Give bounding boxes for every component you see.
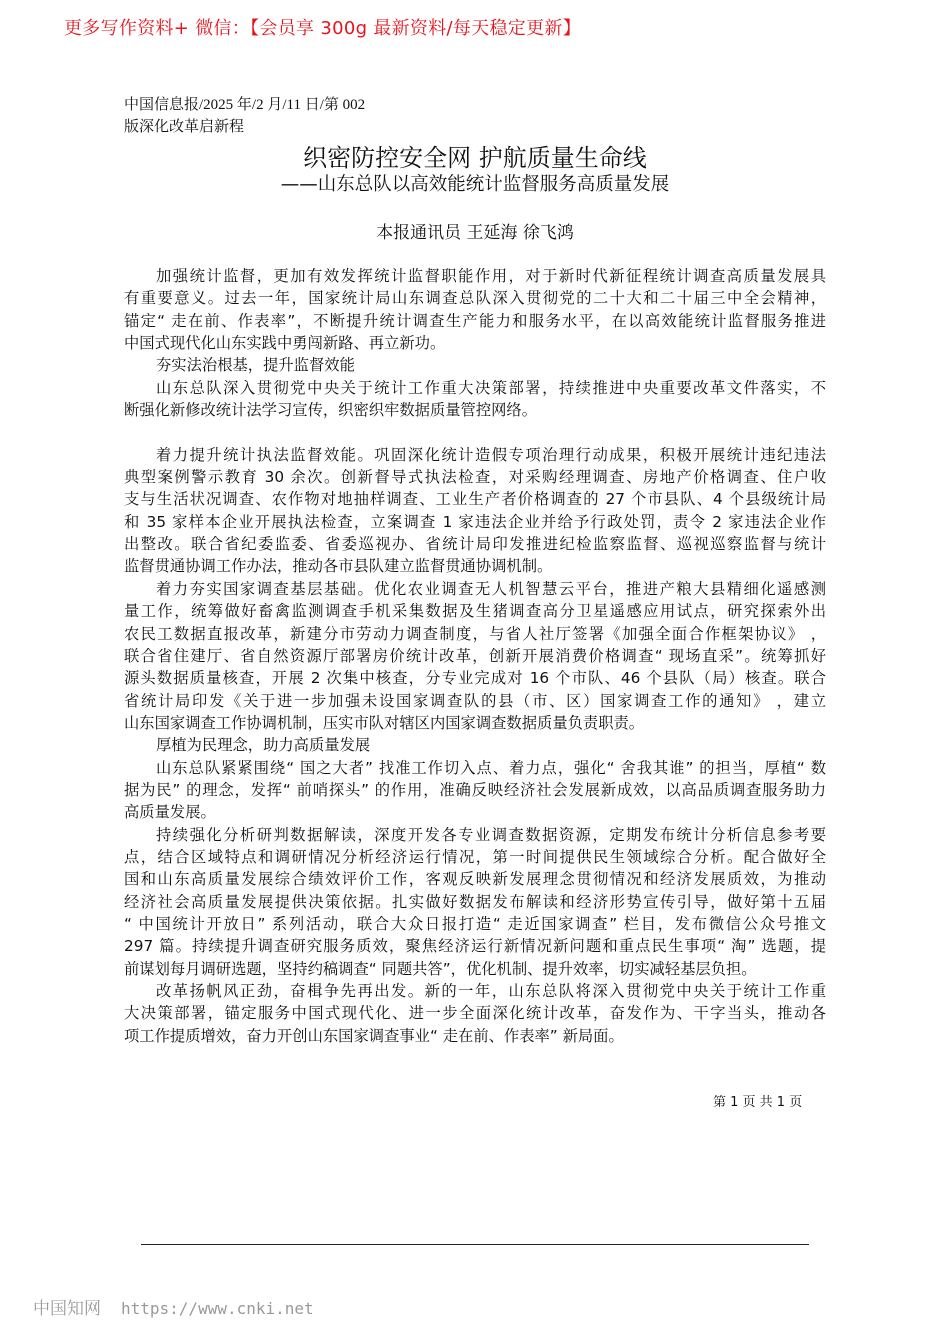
paragraph-line: 国和山东高质量发展综合绩效评价工作，客观反映新发展理念贯彻情况和经济发展质效，为推动 bbox=[124, 870, 826, 889]
paragraph bbox=[124, 734, 826, 756]
source-line: 版深化改革启新程 bbox=[124, 119, 245, 135]
paragraph-line: “ 中国统计开放日” 系列活动，联合大众日报打造“ 走近国家调查” 栏目，发布微信公众号推文 bbox=[124, 914, 826, 933]
article-authors: 本报通讯员 王延海 徐飞鸿 bbox=[376, 223, 574, 243]
paragraph-line: 山东总队深入贯彻党中央关于统计工作重大决策部署，持续推进中央重要改革文件落实，不 bbox=[156, 378, 826, 397]
paragraph-line: 省统计局印发《关于进一步加强未设国家调查队的县（市、区）国家调查工作的通知》 ，建立 bbox=[124, 691, 826, 710]
paragraph-line: 山东国家调查工作协调机制，压实市队对辖区内国家调查数据质量负责职责。 bbox=[124, 713, 645, 732]
paragraph-line: 监督贯通协调工作办法，推动各市县队建立监督贯通协调机制。 bbox=[124, 557, 553, 576]
paragraph-line: 改革扬帆风正劲，奋楫争先再出发。新的一年，山东总队将深入贯彻党中央关于统计工作重 bbox=[156, 982, 826, 1000]
paragraph bbox=[124, 757, 826, 824]
paragraph-line: 支与生活状况调查、农作物对地抽样调查、工业生产者价格调查的 27 个市县队、4 个县级统计局 bbox=[124, 490, 826, 509]
source-line: 中国信息报/2025 年/2 月/11 日/第 002 bbox=[124, 97, 366, 113]
paragraph-line: 断强化新修改统计法学习宣传，织密织牢数据质量管控网络。 bbox=[124, 401, 538, 420]
paragraph-line: 项工作提质增效，奋力开创山东国家调查事业“ 走在前、作表率” 新局面。 bbox=[124, 1026, 624, 1045]
paragraph-line: 夯实法治根基，提升监督效能 bbox=[156, 356, 355, 375]
paragraph-line: 高质量发展。 bbox=[124, 803, 216, 822]
paragraph-line: 加强统计监督，更加有效发挥统计监督职能作用，对于新时代新征程统计调查高质量发展具 bbox=[156, 267, 826, 285]
paragraph-line: 前谋划每月调研选题，坚持约稿调查“ 同题共答”，优化机制、提升效率，切实减轻基层负担。 bbox=[124, 959, 757, 978]
paragraph bbox=[124, 824, 826, 980]
paragraph bbox=[124, 980, 826, 1047]
paragraph-line: 量工作，统筹做好畜禽监测调查手机采集数据及生猪调查高分卫星遥感应用试点，研究探索外出 bbox=[124, 602, 826, 621]
paragraph bbox=[124, 265, 826, 354]
paragraph-line: 着力提升统计执法监督效能。巩固深化统计造假专项治理行动成果，积极开展统计违纪违法 bbox=[156, 445, 826, 464]
paragraph-line: 和 35 家样本企业开展执法检查，立案调查 1 家违法企业并给予行政处罚，责令 2 家违法企业作 bbox=[124, 512, 826, 531]
paragraph bbox=[124, 377, 826, 422]
paragraph-line: 点，结合区域特点和调研情况分析经济运行情况，第一时间提供民生领域综合分析。配合做好全 bbox=[124, 847, 826, 866]
page-number: 第 1 页 共 1 页 bbox=[713, 1095, 803, 1110]
paragraph-line: 着力夯实国家调查基层基础。优化农业调查无人机智慧云平台，推进产粮大县精细化遥感测 bbox=[156, 579, 826, 598]
promo-banner: 更多写作资料+ 微信：【会员享 300g 最新资料/每天稳定更新】 bbox=[64, 18, 581, 39]
blank-line bbox=[124, 421, 826, 443]
paragraph bbox=[124, 444, 826, 578]
paragraph-line: 联合省住建厅、省自然资源厅部署房价统计改革，创新开展消费价格调查“ 现场直采”。统筹抓好 bbox=[124, 646, 826, 665]
paragraph-line: 厚植为民理念，助力高质量发展 bbox=[156, 736, 371, 755]
footer-site-name: 中国知网 bbox=[33, 1299, 101, 1319]
paragraph-line: 据为民” 的理念，发挥“ 前哨探头” 的作用，准确反映经济社会发展新成效，以高品质调查服务助力 bbox=[124, 780, 826, 799]
footer-divider bbox=[141, 1244, 809, 1245]
paragraph-line: 锚定“ 走在前、作表率”，不断提升统计调查生产能力和服务水平，在以高效能统计监督服务推进 bbox=[124, 311, 826, 330]
footer bbox=[33, 1294, 314, 1319]
paragraph-line: 有重要意义。过去一年，国家统计局山东调查总队深入贯彻党的二十大和二十届三中全会精神， bbox=[124, 289, 826, 308]
paragraph-line: 中国式现代化山东实践中勇闯新路、再立新功。 bbox=[124, 334, 446, 353]
paragraph-line: 297 篇。持续提升调查研究服务质效，聚焦经济运行新情况新问题和重点民生事项“ 淘” 选题，提 bbox=[124, 937, 826, 956]
article-subtitle: ——山东总队以高效能统计监督服务高质量发展 bbox=[280, 174, 670, 195]
article-body bbox=[124, 265, 826, 1047]
paragraph-line: 经济社会高质量发展提供决策依据。扎实做好数据发布解读和经济形势宣传引导，做好第十五届 bbox=[124, 892, 826, 911]
paragraph-line: 典型案例警示教育 30 余次。创新督导式执法检查，对采购经理调查、房地产价格调查、住户收 bbox=[124, 468, 826, 487]
paragraph-line: 大决策部署，锚定服务中国式现代化、进一步全面深化统计改革，奋发作为、干字当头，推动各 bbox=[124, 1004, 826, 1023]
paragraph-line: 农民工数据直报改革，新建分市劳动力调查制度，与省人社厅签署《加强全面合作框架协议》 ， bbox=[124, 624, 826, 643]
paragraph-line: 持续强化分析研判数据解读，深度开发各专业调查数据资源，定期发布统计分析信息参考要 bbox=[156, 825, 826, 844]
source-info bbox=[124, 94, 365, 138]
article-title: 织密防控安全网 护航质量生命线 bbox=[303, 144, 647, 172]
paragraph-line: 出整改。联合省纪委监委、省委巡视办、省统计局印发推进纪检监察监督、巡视巡察监督与统计 bbox=[124, 535, 826, 554]
paragraph bbox=[124, 578, 826, 734]
paragraph-line: 源头数据质量核查，开展 2 次集中核查，分专业完成对 16 个市队、46 个县队（局）核查。联合 bbox=[124, 669, 826, 688]
paragraph bbox=[124, 354, 826, 376]
paragraph-line: 山东总队紧紧围绕“ 国之大者” 找准工作切入点、着力点，强化“ 舍我其谁” 的担当，厚植“ 数 bbox=[156, 758, 826, 777]
footer-url[interactable]: https://www.cnki.net bbox=[121, 1299, 314, 1318]
